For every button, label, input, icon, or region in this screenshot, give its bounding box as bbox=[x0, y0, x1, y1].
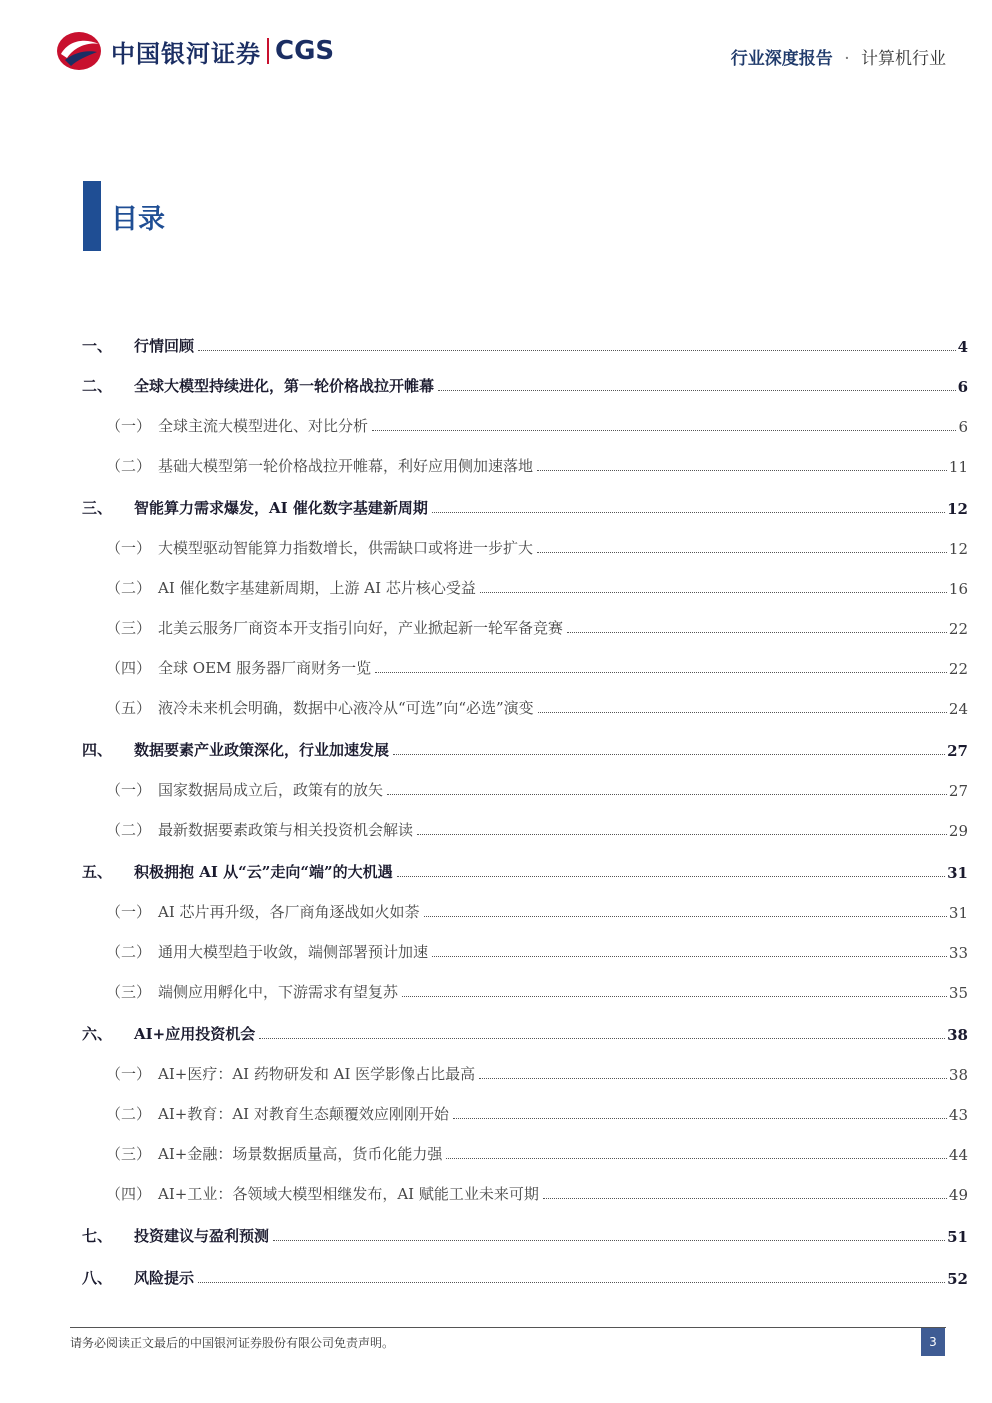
toc-entry-text: 端侧应用孵化中，下游需求有望复苏 bbox=[158, 983, 399, 1001]
toc-entry-page: 16 bbox=[948, 580, 968, 598]
toc-entry[interactable] bbox=[82, 730, 968, 760]
toc-entry-text: 基础大模型第一轮价格战拉开帷幕，利好应用侧加速落地 bbox=[158, 457, 534, 475]
toc-entry-number: （四） bbox=[106, 1185, 152, 1203]
toc-leader-dots bbox=[479, 1078, 947, 1079]
toc-leader-dots bbox=[393, 754, 945, 755]
toc-leader-dots bbox=[402, 996, 947, 997]
toc-leader-dots bbox=[259, 1038, 945, 1039]
toc-leader-dots bbox=[375, 672, 947, 673]
toc-entry-label bbox=[106, 697, 536, 718]
toc-entry[interactable] bbox=[82, 1134, 968, 1164]
toc-entry-page: 12 bbox=[948, 540, 968, 558]
toc-leader-dots bbox=[417, 834, 947, 835]
toc-entry-page: 6 bbox=[957, 378, 968, 396]
toc-entry-text: 液冷未来机会明确，数据中心液冷从“可选”向“必选”演变 bbox=[158, 699, 534, 717]
toc-leader-dots bbox=[432, 512, 945, 513]
toc-leader-dots bbox=[446, 1158, 947, 1159]
toc-entry[interactable] bbox=[82, 406, 968, 436]
report-category bbox=[731, 44, 946, 69]
toc-entry-label bbox=[82, 335, 196, 356]
toc-heading bbox=[83, 181, 165, 251]
toc-leader-dots bbox=[543, 1198, 947, 1199]
toc-entry-label bbox=[82, 1225, 271, 1246]
toc-entry-label bbox=[106, 415, 370, 436]
toc-entry[interactable] bbox=[82, 1054, 968, 1084]
toc-leader-dots bbox=[198, 1282, 945, 1283]
page-number: 3 bbox=[921, 1328, 945, 1356]
toc-entry-number: （二） bbox=[106, 821, 152, 839]
toc-entry-page: 52 bbox=[947, 1270, 968, 1288]
toc-entry-text: 数据要素产业政策深化，行业加速发展 bbox=[134, 741, 390, 759]
toc-entry-label bbox=[106, 455, 535, 476]
toc-entry-text: 大模型驱动智能算力指数增长，供需缺口或将进一步扩大 bbox=[158, 539, 534, 557]
toc-entry[interactable] bbox=[82, 446, 968, 476]
header-separator: · bbox=[844, 49, 850, 69]
toc-entry-text: 最新数据要素政策与相关投资机会解读 bbox=[158, 821, 414, 839]
toc-entry-number: 四、 bbox=[82, 741, 113, 759]
toc-entry-label bbox=[106, 779, 385, 800]
page-header bbox=[0, 0, 992, 90]
toc-entry[interactable] bbox=[82, 608, 968, 638]
company-logo bbox=[55, 30, 334, 72]
toc-entry-number: 七、 bbox=[82, 1227, 113, 1245]
toc-leader-dots bbox=[432, 956, 947, 957]
toc-entry-number: （一） bbox=[106, 417, 152, 435]
toc-leader-dots bbox=[387, 794, 947, 795]
toc-title: 目录 bbox=[111, 203, 165, 235]
toc-entry[interactable] bbox=[82, 1216, 968, 1246]
toc-leader-dots bbox=[372, 430, 956, 431]
toc-entry-text: AI+应用投资机会 bbox=[134, 1025, 256, 1043]
toc-entry-number: （四） bbox=[106, 659, 152, 677]
toc-entry-number: 一、 bbox=[82, 337, 113, 355]
toc-leader-dots bbox=[438, 390, 956, 391]
toc-entry-number: （一） bbox=[106, 903, 152, 921]
table-of-contents bbox=[82, 326, 968, 1288]
toc-entry-text: AI+教育：AI 对教育生态颠覆效应刚刚开始 bbox=[158, 1105, 449, 1123]
toc-entry[interactable] bbox=[82, 1014, 968, 1044]
toc-entry-number: 五、 bbox=[82, 863, 113, 881]
toc-entry[interactable] bbox=[82, 326, 968, 356]
toc-entry-label bbox=[106, 617, 565, 638]
toc-entry-text: 通用大模型趋于收敛，端侧部署预计加速 bbox=[158, 943, 429, 961]
toc-leader-dots bbox=[567, 632, 947, 633]
toc-entry-label bbox=[82, 861, 395, 882]
toc-entry-page: 4 bbox=[957, 338, 968, 356]
toc-entry-text: 行情回顾 bbox=[134, 337, 195, 355]
toc-entry-number: 二、 bbox=[82, 377, 113, 395]
toc-entry-page: 44 bbox=[948, 1146, 968, 1164]
brand-name-en: CGS bbox=[275, 36, 335, 66]
toc-entry-number: （一） bbox=[106, 539, 152, 557]
toc-entry[interactable] bbox=[82, 648, 968, 678]
toc-entry-page: 29 bbox=[948, 822, 968, 840]
toc-entry[interactable] bbox=[82, 688, 968, 718]
toc-entry-number: （三） bbox=[106, 619, 152, 637]
toc-entry[interactable] bbox=[82, 972, 968, 1002]
brand-name-cn: 中国银河证券 bbox=[111, 39, 261, 68]
toc-leader-dots bbox=[198, 350, 956, 351]
toc-entry-label bbox=[82, 1267, 196, 1288]
toc-leader-dots bbox=[537, 470, 947, 471]
toc-entry[interactable] bbox=[82, 932, 968, 962]
toc-entry[interactable] bbox=[82, 1258, 968, 1288]
toc-entry-label bbox=[82, 375, 436, 396]
toc-entry-number: （三） bbox=[106, 1145, 152, 1163]
toc-entry-page: 22 bbox=[948, 660, 968, 678]
toc-entry-number: （三） bbox=[106, 983, 152, 1001]
toc-entry-number: 三、 bbox=[82, 499, 113, 517]
toc-entry-page: 51 bbox=[947, 1228, 968, 1246]
toc-entry[interactable] bbox=[82, 852, 968, 882]
toc-entry-page: 27 bbox=[947, 742, 968, 760]
toc-entry-label bbox=[106, 819, 415, 840]
brand-divider bbox=[267, 38, 269, 64]
toc-entry-page: 24 bbox=[948, 700, 968, 718]
toc-entry[interactable] bbox=[82, 528, 968, 558]
toc-entry-label bbox=[106, 1103, 451, 1124]
toc-entry-text: 全球大模型持续进化，第一轮价格战拉开帷幕 bbox=[134, 377, 435, 395]
toc-entry-label bbox=[82, 497, 430, 518]
toc-entry-text: 全球 OEM 服务器厂商财务一览 bbox=[158, 659, 372, 677]
toc-entry-label bbox=[82, 739, 391, 760]
footer-disclaimer: 请务必阅读正文最后的中国银河证券股份有限公司免责声明。 bbox=[70, 1336, 395, 1350]
toc-entry-page: 49 bbox=[948, 1186, 968, 1204]
toc-entry[interactable] bbox=[82, 568, 968, 598]
toc-entry-page: 27 bbox=[948, 782, 968, 800]
toc-entry-text: 全球主流大模型进化、对比分析 bbox=[158, 417, 369, 435]
toc-entry[interactable] bbox=[82, 1094, 968, 1124]
toc-entry-number: 六、 bbox=[82, 1025, 113, 1043]
toc-entry-label bbox=[106, 981, 400, 1002]
toc-entry-page: 43 bbox=[948, 1106, 968, 1124]
industry-name: 计算机行业 bbox=[861, 49, 946, 69]
toc-entry-number: （二） bbox=[106, 1105, 152, 1123]
toc-leader-dots bbox=[537, 552, 947, 553]
toc-entry-page: 31 bbox=[947, 864, 968, 882]
toc-entry-page: 6 bbox=[958, 418, 968, 436]
toc-entry-label bbox=[106, 1143, 444, 1164]
toc-heading-bar bbox=[83, 181, 101, 251]
toc-entry-number: （二） bbox=[106, 579, 152, 597]
toc-entry-number: （五） bbox=[106, 699, 152, 717]
toc-entry-number: （一） bbox=[106, 781, 152, 799]
toc-entry-label bbox=[106, 537, 535, 558]
toc-entry-label bbox=[106, 941, 430, 962]
toc-entry-label bbox=[106, 1063, 477, 1084]
toc-entry-page: 31 bbox=[948, 904, 968, 922]
toc-entry-text: 北美云服务厂商资本开支指引向好，产业掀起新一轮军备竞赛 bbox=[158, 619, 564, 637]
toc-entry-number: （一） bbox=[106, 1065, 152, 1083]
toc-entry[interactable] bbox=[82, 892, 968, 922]
toc-leader-dots bbox=[480, 592, 947, 593]
toc-entry-page: 38 bbox=[947, 1026, 968, 1044]
toc-leader-dots bbox=[538, 712, 947, 713]
toc-entry[interactable] bbox=[82, 488, 968, 518]
toc-entry-number: 八、 bbox=[82, 1269, 113, 1287]
toc-entry-number: （二） bbox=[106, 457, 152, 475]
toc-entry-label bbox=[106, 1183, 541, 1204]
toc-entry[interactable] bbox=[82, 1174, 968, 1204]
report-type: 行业深度报告 bbox=[730, 49, 833, 69]
toc-entry-number: （二） bbox=[106, 943, 152, 961]
toc-entry-text: 风险提示 bbox=[134, 1269, 195, 1287]
toc-entry-text: AI+金融：场景数据质量高，货币化能力强 bbox=[158, 1145, 443, 1163]
toc-entry[interactable] bbox=[82, 770, 968, 800]
toc-entry-text: AI+工业：各领域大模型相继发布，AI 赋能工业未来可期 bbox=[158, 1185, 539, 1203]
toc-entry-page: 22 bbox=[948, 620, 968, 638]
toc-entry-page: 38 bbox=[948, 1066, 968, 1084]
toc-entry-text: 国家数据局成立后，政策有的放矢 bbox=[158, 781, 384, 799]
toc-leader-dots bbox=[273, 1240, 945, 1241]
toc-entry-page: 33 bbox=[948, 944, 968, 962]
toc-entry-label bbox=[106, 577, 478, 598]
toc-entry-page: 11 bbox=[948, 458, 968, 476]
toc-leader-dots bbox=[424, 916, 947, 917]
toc-entry-text: 积极拥抱 AI 从“云”走向“端”的大机遇 bbox=[134, 863, 393, 881]
toc-entry-label bbox=[106, 657, 373, 678]
toc-entry-text: 智能算力需求爆发，AI 催化数字基建新周期 bbox=[134, 499, 428, 517]
cgs-logo-icon bbox=[55, 30, 103, 72]
toc-entry-text: AI 催化数字基建新周期，上游 AI 芯片核心受益 bbox=[158, 579, 476, 597]
toc-entry-label bbox=[82, 1023, 257, 1044]
toc-entry[interactable] bbox=[82, 366, 968, 396]
toc-entry-text: AI 芯片再升级，各厂商角逐战如火如荼 bbox=[158, 903, 420, 921]
toc-leader-dots bbox=[453, 1118, 947, 1119]
toc-entry[interactable] bbox=[82, 810, 968, 840]
toc-entry-page: 12 bbox=[947, 500, 968, 518]
toc-entry-text: AI+医疗：AI 药物研发和 AI 医学影像占比最高 bbox=[158, 1065, 476, 1083]
toc-entry-label bbox=[106, 901, 422, 922]
toc-leader-dots bbox=[397, 876, 945, 877]
toc-entry-text: 投资建议与盈利预测 bbox=[134, 1227, 270, 1245]
toc-entry-page: 35 bbox=[948, 984, 968, 1002]
footer-divider bbox=[70, 1327, 946, 1328]
